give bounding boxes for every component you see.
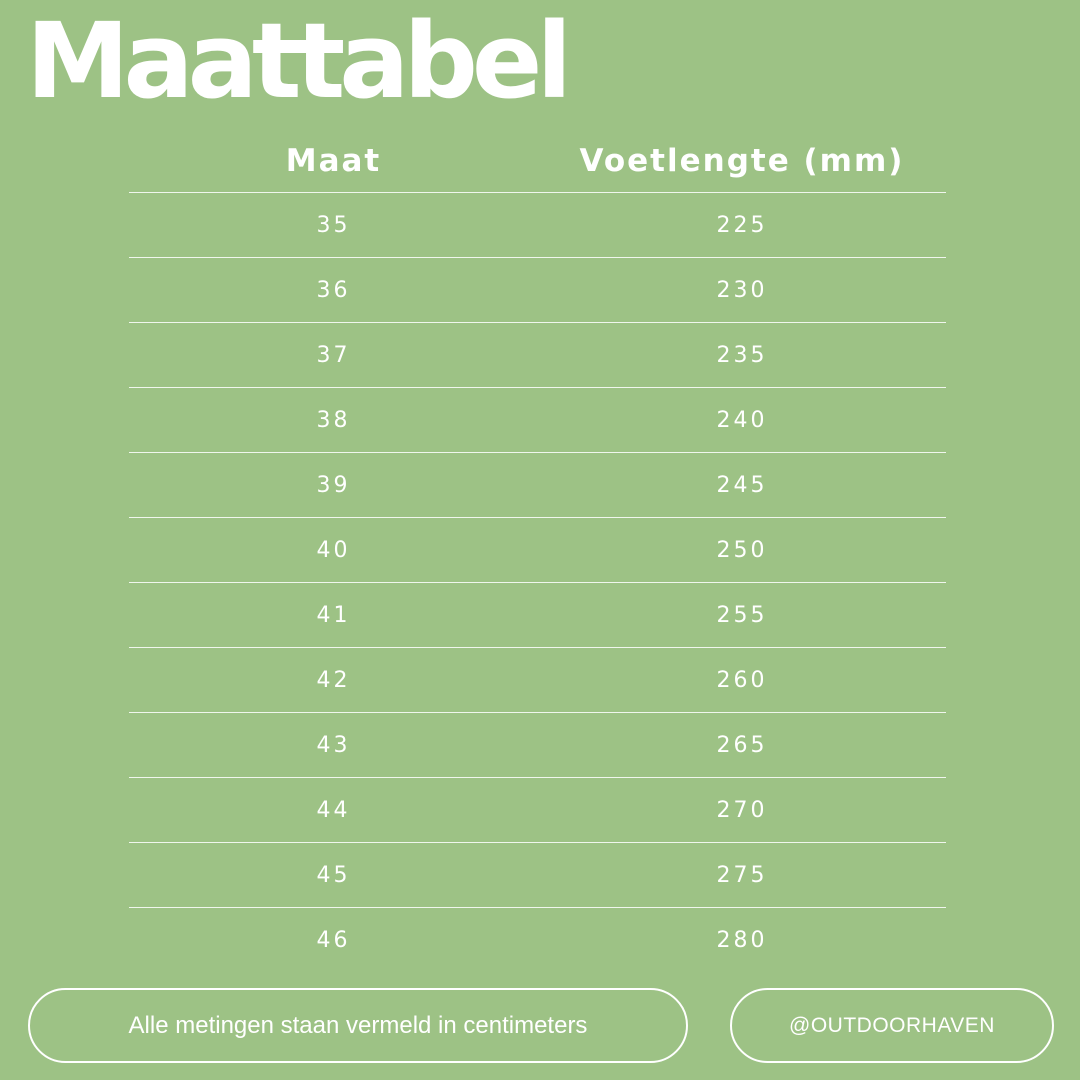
table-row (129, 193, 946, 258)
table-row (129, 258, 946, 323)
page-title: Maattabel (26, 0, 567, 122)
foot-length-cell: 270 (716, 797, 768, 823)
foot-length-cell: 275 (716, 862, 768, 888)
table-row (129, 323, 946, 388)
size-cell: 35 (316, 212, 351, 238)
size-cell: 41 (316, 602, 351, 628)
table-row (129, 778, 946, 843)
table-row (129, 648, 946, 713)
foot-length-cell: 260 (716, 667, 768, 693)
foot-length-cell: 280 (716, 927, 768, 953)
size-cell: 36 (316, 277, 351, 303)
column-header-foot-length: Voetlengte (mm) (579, 143, 905, 179)
size-cell: 39 (316, 472, 351, 498)
foot-length-cell: 225 (716, 212, 768, 238)
social-handle-text: @OUTDOORHAVEN (789, 1013, 995, 1037)
size-cell: 43 (316, 732, 351, 758)
foot-length-cell: 255 (716, 602, 768, 628)
column-header-size: Maat (285, 143, 382, 179)
foot-length-cell: 240 (716, 407, 768, 433)
size-cell: 42 (316, 667, 351, 693)
size-cell: 45 (316, 862, 351, 888)
foot-length-cell: 230 (716, 277, 768, 303)
foot-length-cell: 250 (716, 537, 768, 563)
measurement-note-text: Alle metingen staan vermeld in centimeters (128, 1011, 588, 1039)
size-cell: 37 (316, 342, 351, 368)
size-cell: 44 (316, 797, 351, 823)
foot-length-cell: 235 (716, 342, 768, 368)
measurement-note-badge (28, 988, 688, 1063)
size-cell: 38 (316, 407, 351, 433)
size-cell: 40 (316, 537, 351, 563)
foot-length-cell: 245 (716, 472, 768, 498)
table-row (129, 453, 946, 518)
foot-length-cell: 265 (716, 732, 768, 758)
table-row (129, 518, 946, 583)
table-row (129, 388, 946, 453)
table-row (129, 583, 946, 648)
table-row (129, 843, 946, 908)
table-header (129, 130, 946, 193)
table-row (129, 908, 946, 972)
social-handle-badge (730, 988, 1054, 1063)
size-table (129, 130, 946, 972)
table-row (129, 713, 946, 778)
size-cell: 46 (316, 927, 351, 953)
